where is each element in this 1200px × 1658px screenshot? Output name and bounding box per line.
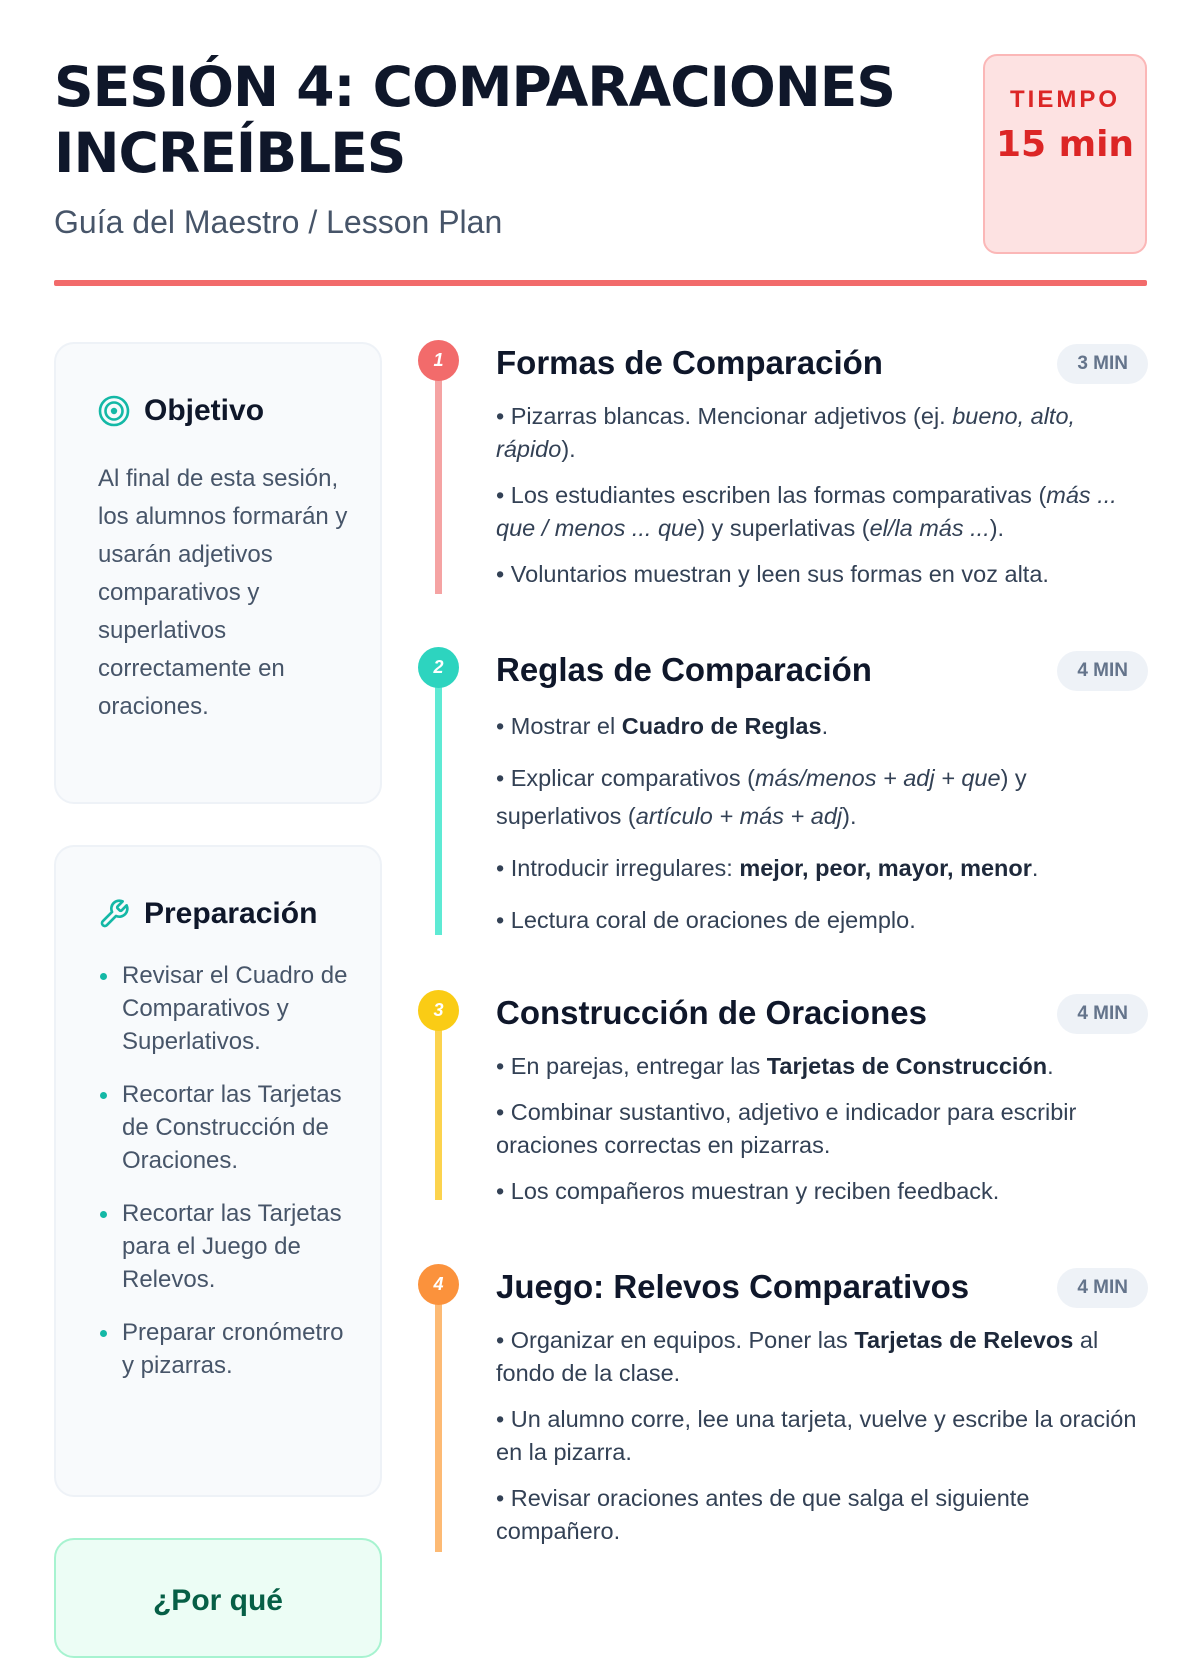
objective-title: Objetivo [144,394,265,427]
step-3-title: Construcción de Oraciones [496,994,927,1031]
page-subtitle: Guía del Maestro / Lesson Plan [54,204,503,240]
objective-text: Al final de esta sesión, los alumnos formarán y usarán adjetivos comparativos y superlativos correctamente en oraciones. [98,465,348,720]
target-icon [98,395,130,427]
step-2-bullet: • Mostrar el Cuadro de Reglas. [496,713,829,739]
step-2-bullet: • Introducir irregulares: mejor, peor, mayor, menor. [496,855,1039,881]
preparation-item: Recortar las Tarjetas para el Juego de Relevos. [98,1197,348,1296]
step-3-bullets [496,1050,1148,1221]
step-1-bullets [496,400,1148,604]
step-1-bullet: • Voluntarios muestran y leen sus formas en voz alta. [496,561,1049,587]
step-4-line [435,1302,442,1552]
step-2-bullet: • Lectura coral de oraciones de ejemplo. [496,907,916,933]
step-1-bullet: • Pizarras blancas. Mencionar adjetivos (ej. bueno, alto, rápido). [496,403,1076,462]
preparation-item: Revisar el Cuadro de Comparativos y Superlativos. [98,959,348,1058]
step-4-bullet: • Organizar en equipos. Poner las Tarjetas de Relevos al fondo de la clase. [496,1327,1099,1386]
preparation-list [98,959,348,1402]
step-2 [418,647,1148,947]
objective-card [54,342,382,804]
time-value: 15 min [995,124,1135,165]
step-2-marker: 2 [418,647,459,688]
step-3-bullet: • Combinar sustantivo, adjetivo e indicador para escribir oraciones correctas en pizarras. [496,1099,1077,1158]
step-3-marker: 3 [418,990,459,1031]
step-4-bullets [496,1324,1148,1561]
header-divider [54,280,1147,286]
why-card [54,1538,382,1658]
preparation-item: Recortar las Tarjetas de Construcción de Oraciones. [98,1078,348,1177]
step-1 [418,340,1148,600]
preparation-title: Preparación [144,897,318,930]
step-2-bullets [496,707,1148,953]
step-1-bullet: • Los estudiantes escriben las formas comparativas (más ... que / menos ... que) y superlativas (el/la más ...). [496,482,1117,541]
step-2-line [435,685,442,935]
time-label: TIEMPO [1009,86,1120,113]
step-4-bullet: • Un alumno corre, lee una tarjeta, vuelve y escribe la oración en la pizarra. [496,1406,1137,1465]
objective-header [98,394,264,428]
preparation-item: Preparar cronómetro y pizarras. [98,1316,348,1382]
step-4-marker: 4 [418,1264,459,1305]
step-2-title: Reglas de Comparación [496,651,872,688]
wrench-icon [98,898,130,930]
why-title: ¿Por qué [152,1584,283,1617]
step-2-duration-badge: 4 MIN [1057,651,1148,691]
step-4 [418,1264,1148,1564]
preparation-header [98,897,317,931]
step-4-duration-badge: 4 MIN [1057,1268,1148,1308]
step-4-title: Juego: Relevos Comparativos [496,1268,970,1305]
step-1-line [435,378,442,594]
time-box [983,54,1147,254]
step-1-title: Formas de Comparación [496,344,883,381]
step-3-bullet: • Los compañeros muestran y reciben feedback. [496,1178,1000,1204]
step-3-duration-badge: 4 MIN [1057,994,1148,1034]
step-3 [418,990,1148,1220]
header [54,54,1147,284]
step-2-bullet: • Explicar comparativos (más/menos + adj + que) y superlativos (artículo + más + adj). [496,765,1027,829]
step-1-marker: 1 [418,340,459,381]
step-3-bullet: • En parejas, entregar las Tarjetas de Construcción. [496,1053,1054,1079]
step-1-duration-badge: 3 MIN [1057,344,1148,384]
preparation-card [54,845,382,1497]
step-3-line [435,1028,442,1200]
page-title: SESIÓN 4: COMPARACIONES INCREÍBLES [54,55,895,185]
step-4-bullet: • Revisar oraciones antes de que salga el siguiente compañero. [496,1485,1030,1544]
